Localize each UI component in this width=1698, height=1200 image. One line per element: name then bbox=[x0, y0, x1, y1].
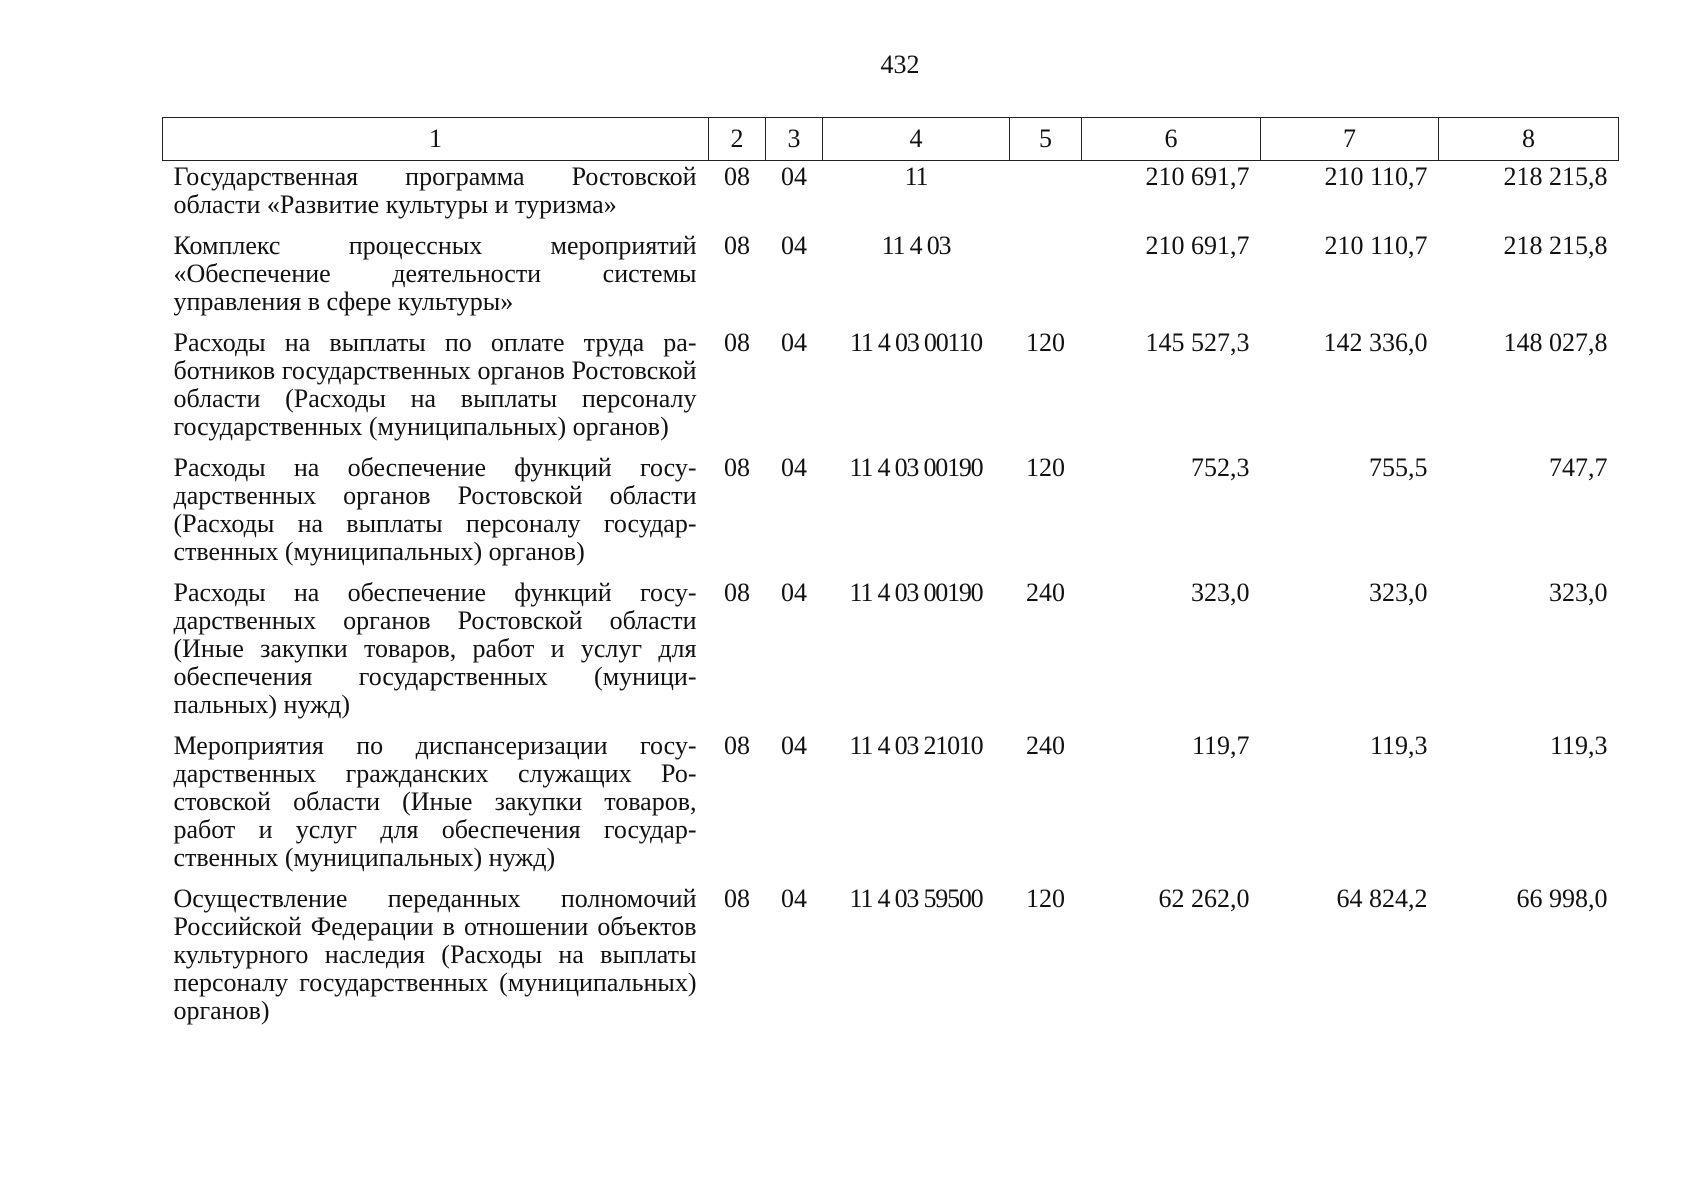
row-target-code: 11 bbox=[904, 162, 928, 191]
row-subsection: 04 bbox=[781, 231, 807, 260]
row-expense-type bbox=[1010, 161, 1082, 233]
row-target-code: 11 4 03 00110 bbox=[850, 328, 982, 357]
row-target-code: 11 4 03 21010 bbox=[849, 731, 983, 760]
column-header-5: 5 bbox=[1010, 118, 1082, 161]
row-value-8: 747,7 bbox=[1549, 453, 1608, 482]
row-name: Государственная программа Ростовской области «Развитие культуры и туризма» bbox=[173, 162, 697, 219]
row-value-8: 148 027,8 bbox=[1503, 328, 1608, 357]
row-subsection: 04 bbox=[781, 884, 807, 913]
row-section: 08 bbox=[724, 162, 750, 191]
row-name: Расходы на выплаты по оплате труда работников государственных органов Ростовской области (Расходы на выплаты персоналу государственных (муниципальных) органов) bbox=[173, 328, 697, 441]
row-value-7: 755,5 bbox=[1369, 453, 1428, 482]
row-target-code: 11 4 03 00190 bbox=[849, 453, 983, 482]
row-subsection: 04 bbox=[781, 328, 807, 357]
row-target-code: 11 4 03 00190 bbox=[849, 578, 983, 607]
row-target-code: 11 4 03 59500 bbox=[849, 884, 983, 913]
row-name: Мероприятия по диспансеризации государственных гражданских служащих Ростовской области (Иные закупки товаров, работ и услуг для обеспечения государственных (муниципальных) нужд) bbox=[173, 731, 697, 872]
header-row bbox=[163, 118, 1619, 161]
table-row bbox=[163, 232, 1619, 329]
row-name: Комплекс процессных мероприятий «Обеспечение деятельности системы управления в сфере культуры» bbox=[173, 231, 697, 316]
row-section: 08 bbox=[724, 231, 750, 260]
row-section: 08 bbox=[724, 453, 750, 482]
row-value-7: 210 110,7 bbox=[1324, 231, 1428, 260]
row-value-7: 323,0 bbox=[1369, 578, 1428, 607]
row-value-6: 210 691,7 bbox=[1145, 162, 1250, 191]
row-expense-type: 240 bbox=[1026, 578, 1065, 607]
row-subsection: 04 bbox=[781, 731, 807, 760]
row-value-7: 142 336,0 bbox=[1323, 328, 1428, 357]
row-value-8: 218 215,8 bbox=[1503, 231, 1608, 260]
row-value-6: 752,3 bbox=[1191, 453, 1250, 482]
row-value-8: 323,0 bbox=[1549, 578, 1608, 607]
table-row bbox=[163, 579, 1619, 732]
row-subsection: 04 bbox=[781, 578, 807, 607]
row-expense-type: 120 bbox=[1026, 884, 1065, 913]
table-row bbox=[163, 732, 1619, 885]
row-expense-type: 120 bbox=[1026, 453, 1065, 482]
table-row bbox=[163, 454, 1619, 579]
row-name: Осуществление переданных полномочий Российской Федерации в отношении объектов культурного наследия (Расходы на выплаты персоналу государственных (муниципальных) органов) bbox=[173, 884, 697, 1025]
row-value-7: 119,3 bbox=[1369, 731, 1428, 760]
row-subsection: 04 bbox=[781, 162, 807, 191]
row-value-6: 210 691,7 bbox=[1145, 231, 1250, 260]
column-header-1: 1 bbox=[163, 118, 709, 161]
table-row bbox=[163, 161, 1619, 233]
row-value-8: 218 215,8 bbox=[1503, 162, 1608, 191]
row-subsection: 04 bbox=[781, 453, 807, 482]
row-value-8: 119,3 bbox=[1549, 731, 1608, 760]
row-value-6: 323,0 bbox=[1191, 578, 1250, 607]
table-row bbox=[163, 329, 1619, 454]
row-name: Расходы на обеспечение функций государственных органов Ростовской области (Иные закупки товаров, работ и услуг для обеспечения государственных (муниципальных) нужд) bbox=[173, 578, 697, 719]
row-section: 08 bbox=[724, 328, 750, 357]
table-row bbox=[163, 885, 1619, 1038]
row-section: 08 bbox=[724, 884, 750, 913]
row-section: 08 bbox=[724, 578, 750, 607]
row-expense-type: 240 bbox=[1026, 731, 1065, 760]
row-value-7: 210 110,7 bbox=[1324, 162, 1428, 191]
row-name: Расходы на обеспечение функций государственных органов Ростовской области (Расходы на выплаты персоналу государственных (муниципальных) органов) bbox=[173, 453, 697, 566]
row-section: 08 bbox=[724, 731, 750, 760]
row-value-6: 62 262,0 bbox=[1158, 884, 1250, 913]
row-value-6: 119,7 bbox=[1191, 731, 1250, 760]
column-header-3: 3 bbox=[766, 118, 823, 161]
row-value-7: 64 824,2 bbox=[1336, 884, 1428, 913]
column-header-2: 2 bbox=[709, 118, 766, 161]
row-expense-type bbox=[1010, 232, 1082, 329]
row-target-code: 11 4 03 bbox=[881, 231, 951, 260]
row-value-8: 66 998,0 bbox=[1516, 884, 1608, 913]
budget-table bbox=[162, 117, 1619, 1038]
row-value-6: 145 527,3 bbox=[1145, 328, 1250, 357]
column-header-8: 8 bbox=[1439, 118, 1619, 161]
column-header-4: 4 bbox=[823, 118, 1010, 161]
row-expense-type: 120 bbox=[1026, 328, 1065, 357]
column-header-7: 7 bbox=[1261, 118, 1439, 161]
page-number: 432 bbox=[880, 50, 920, 79]
column-header-6: 6 bbox=[1082, 118, 1261, 161]
